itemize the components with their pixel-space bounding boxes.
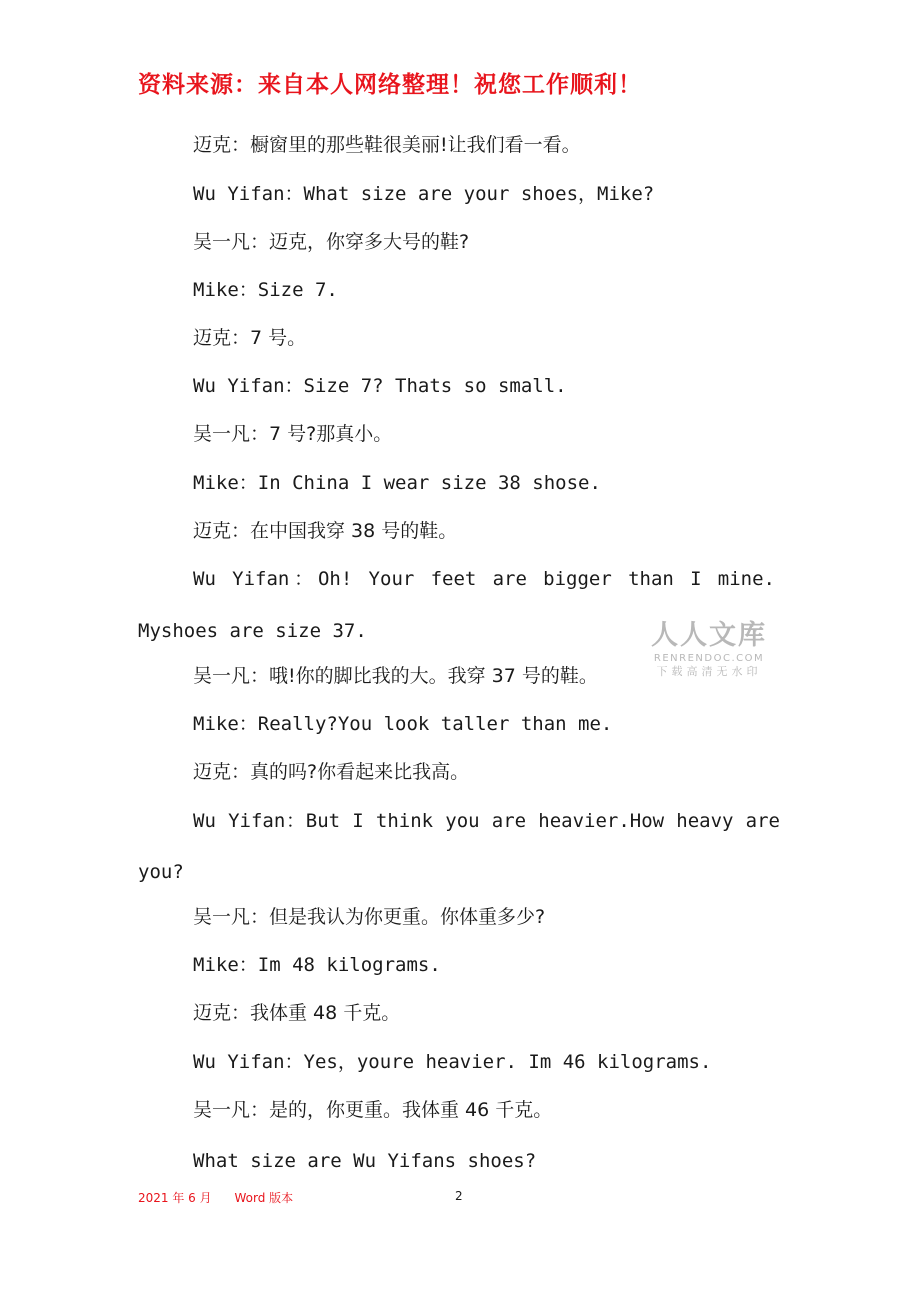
dialogue-line: 吴一凡：但是我认为你更重。你体重多少? — [193, 906, 546, 928]
dialogue-line: 吴一凡：是的，你更重。我体重 46 千克。 — [193, 1099, 553, 1121]
footer-date-version: 2021 年 6 月 Word 版本 — [138, 1191, 294, 1205]
dialogue-line: What size are Wu Yifans shoes? — [193, 1150, 537, 1172]
dialogue-line: Mike：Really?You look taller than me. — [193, 713, 613, 735]
dialogue-line: 迈克：橱窗里的那些鞋很美丽!让我们看一看。 — [193, 134, 581, 156]
watermark-title: 人人文库 — [651, 620, 767, 651]
dialogue-line: Wu Yifan：What size are your shoes，Mike? — [193, 183, 655, 205]
dialogue-line: Mike：In China I wear size 38 shose. — [193, 472, 601, 494]
dialogue-line: Mike：Im 48 kilograms. — [193, 954, 441, 976]
dialogue-line: 迈克：真的吗?你看起来比我高。 — [193, 761, 470, 783]
dialogue-line: Wu Yifan：But I think you are heavier.How heavy are — [193, 810, 780, 832]
dialogue-line: 迈克：我体重 48 千克。 — [193, 1002, 401, 1024]
renrendoc-watermark — [644, 620, 774, 679]
dialogue-line: 迈克：7 号。 — [193, 327, 307, 349]
dialogue-line: 吴一凡：7 号?那真小。 — [193, 423, 393, 445]
source-note-header: 资料来源：来自本人网络整理！祝您工作顺利！ — [138, 72, 642, 98]
watermark-url: RENRENDOC.COM — [653, 653, 765, 664]
dialogue-line: Wu Yifan：Size 7? Thats so small. — [193, 375, 567, 397]
dialogue-line: 吴一凡：迈克，你穿多大号的鞋? — [193, 231, 470, 253]
dialogue-line-continuation: you? — [138, 861, 184, 883]
dialogue-line: Wu Yifan：Yes，youre heavier. Im 46 kilograms. — [193, 1051, 712, 1073]
dialogue-line: Mike：Size 7. — [193, 279, 338, 301]
dialogue-line: 迈克：在中国我穿 38 号的鞋。 — [193, 520, 458, 542]
dialogue-line-continuation: Myshoes are size 37. — [138, 620, 367, 642]
watermark-tagline: 下载高清无水印 — [656, 665, 762, 678]
dialogue-line: 吴一凡：哦!你的脚比我的大。我穿 37 号的鞋。 — [193, 665, 598, 687]
dialogue-line: Wu Yifan：Oh! Your feet are bigger than I mine. — [193, 568, 775, 590]
page-number: 2 — [455, 1189, 463, 1203]
